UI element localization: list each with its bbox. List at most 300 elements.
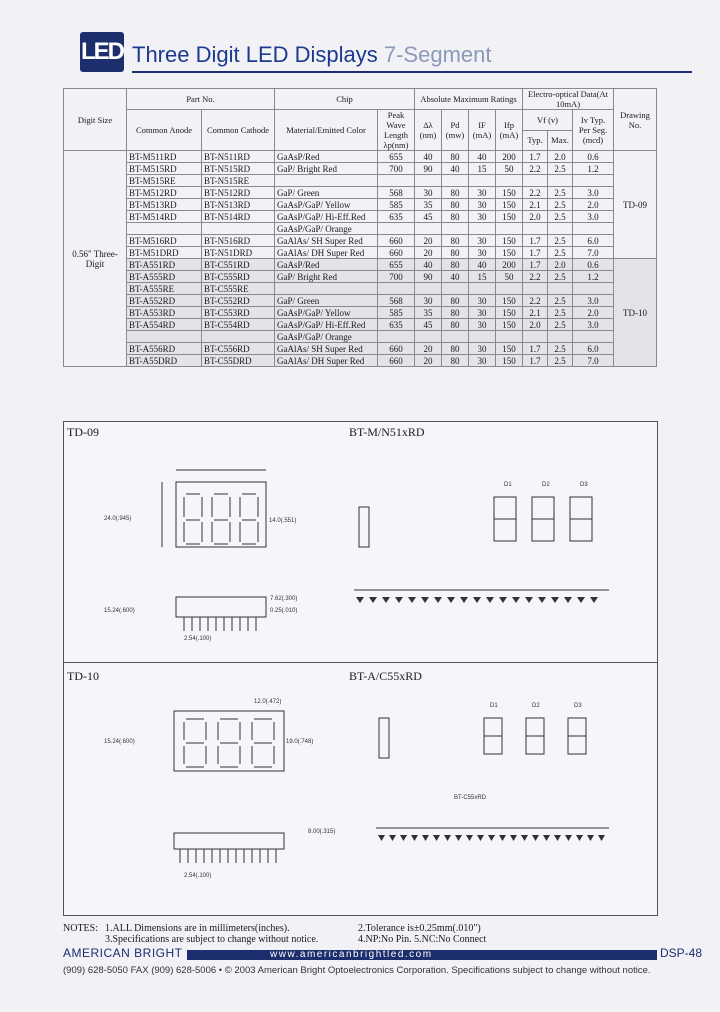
- cell-pd: 40: [442, 271, 469, 283]
- cell-cc: BT-N515RD: [202, 163, 275, 175]
- table-row: [64, 271, 657, 283]
- cell-typ: 1.7: [523, 235, 548, 247]
- table-row: [64, 343, 657, 355]
- cell-pd: 80: [442, 259, 469, 271]
- drawing-td09-part: BT-M/N51xRD: [349, 425, 425, 439]
- cell-ca: BT-M514RD: [127, 211, 202, 223]
- cell-dl: 45: [415, 211, 442, 223]
- cell-dl: 20: [415, 343, 442, 355]
- cell-dl: 40: [415, 151, 442, 163]
- td09-digit-3: D3: [580, 482, 588, 488]
- cell-max: 2.5: [548, 235, 573, 247]
- cell-mat: GaAlAs/ SH Super Red: [275, 343, 378, 355]
- table-row: [64, 211, 657, 223]
- cell-wl: 568: [378, 295, 415, 307]
- td10-side-outline: [379, 718, 389, 758]
- cell-if: 40: [469, 151, 496, 163]
- cell-cc: BT-N512RD: [202, 187, 275, 199]
- cell-if: [469, 175, 496, 187]
- cell-ifp: 150: [496, 295, 523, 307]
- cell-ifp: [496, 175, 523, 187]
- td10-front-digit-1: [184, 719, 206, 767]
- cell-ifp: 150: [496, 247, 523, 259]
- col-chip: Chip: [275, 89, 415, 110]
- cell-dl: 20: [415, 355, 442, 367]
- cell-iv: 0.6: [573, 151, 614, 163]
- col-digit-size: Digit Size: [64, 89, 127, 151]
- cell-ifp: 150: [496, 211, 523, 223]
- cell-wl: 700: [378, 271, 415, 283]
- table-row: [64, 295, 657, 307]
- td10-front-digit-3: [252, 719, 274, 767]
- cell-max: [548, 223, 573, 235]
- cell-typ: 2.2: [523, 271, 548, 283]
- cell-mat: GaAsP/GaP/ Orange: [275, 331, 378, 343]
- td10-dim-4: 2.54(.100): [184, 873, 212, 879]
- cell-dl: [415, 331, 442, 343]
- td10-subpart: BT-C55xRD: [454, 795, 487, 801]
- cell-iv: 6.0: [573, 235, 614, 247]
- cell-typ: 1.7: [523, 259, 548, 271]
- drawing-td09: [63, 421, 658, 663]
- header-rule: [132, 71, 692, 73]
- cell-ca: BT-M512RD: [127, 187, 202, 199]
- cell-typ: [523, 283, 548, 295]
- cell-typ: [523, 175, 548, 187]
- cell-iv: [573, 283, 614, 295]
- cell-cc: BT-N515RE: [202, 175, 275, 187]
- cell-cc: BT-C556RD: [202, 343, 275, 355]
- digit-size-cell: 0.56" Three-Digit: [64, 151, 127, 367]
- cell-mat: GaAlAs/ DH Super Red: [275, 247, 378, 259]
- cell-if: 30: [469, 343, 496, 355]
- cell-wl: 585: [378, 307, 415, 319]
- cell-mat: [275, 175, 378, 187]
- cell-pd: 80: [442, 307, 469, 319]
- cell-cc: [202, 223, 275, 235]
- cell-ca: [127, 223, 202, 235]
- cell-iv: 7.0: [573, 355, 614, 367]
- footer-url[interactable]: www.americanbrightled.com: [270, 949, 433, 960]
- cell-wl: 585: [378, 199, 415, 211]
- footer-copyright: (909) 628-5050 FAX (909) 628-5006 • © 2003 American Bright Optoelectronics Corporation. Specifications subject to change without notice.: [63, 965, 651, 976]
- cell-ca: BT-A553RD: [127, 307, 202, 319]
- cell-ca: BT-M513RD: [127, 199, 202, 211]
- note-3: 3.Specifications are subject to change without notice.: [105, 934, 319, 945]
- cell-ifp: 150: [496, 199, 523, 211]
- cell-ifp: 50: [496, 163, 523, 175]
- td10-dim-2: 15.24(.600): [104, 739, 135, 745]
- col-common-cathode: Common Cathode: [202, 110, 275, 151]
- cell-wl: 635: [378, 319, 415, 331]
- col-drawing: Drawing No.: [614, 89, 657, 151]
- cell-pd: 80: [442, 343, 469, 355]
- cell-mat: GaP/ Bright Red: [275, 271, 378, 283]
- cell-iv: 3.0: [573, 211, 614, 223]
- td10-front-digit-2: [218, 719, 240, 767]
- cell-wl: [378, 283, 415, 295]
- cell-typ: 2.0: [523, 319, 548, 331]
- td10-front-outline: [174, 711, 284, 771]
- cell-mat: GaAsP/GaP/ Hi-Eff.Red: [275, 211, 378, 223]
- cell-cc: BT-C555RE: [202, 283, 275, 295]
- cell-typ: 2.1: [523, 199, 548, 211]
- note-4: 4.NP:No Pin. 5.NC:No Connect: [358, 934, 487, 945]
- td09-bottom-outline: [176, 597, 266, 617]
- drawing-cell: TD-09: [614, 151, 657, 259]
- col-common-anode: Common Anode: [127, 110, 202, 151]
- cell-if: 40: [469, 259, 496, 271]
- cell-iv: 2.0: [573, 307, 614, 319]
- cell-pd: 80: [442, 151, 469, 163]
- spec-table: [63, 88, 657, 367]
- cell-if: 30: [469, 319, 496, 331]
- table-row: [64, 223, 657, 235]
- cell-dl: 90: [415, 271, 442, 283]
- td09-digit-1: D1: [504, 482, 512, 488]
- cell-typ: 1.7: [523, 343, 548, 355]
- table-row: [64, 319, 657, 331]
- cell-cc: BT-N511RD: [202, 151, 275, 163]
- cell-pd: 80: [442, 211, 469, 223]
- cell-ca: BT-A555RE: [127, 283, 202, 295]
- td10-digit-3: D3: [574, 703, 582, 709]
- cell-ifp: [496, 331, 523, 343]
- td09-dim-5: 2.54(.100): [184, 636, 212, 642]
- cell-dl: [415, 283, 442, 295]
- cell-if: 30: [469, 355, 496, 367]
- cell-dl: 20: [415, 235, 442, 247]
- cell-mat: GaAsP/GaP/ Orange: [275, 223, 378, 235]
- cell-wl: [378, 223, 415, 235]
- cell-ifp: 150: [496, 307, 523, 319]
- table-row: [64, 151, 657, 163]
- cell-ca: BT-A554RD: [127, 319, 202, 331]
- td09-front-digit-1: [184, 494, 202, 544]
- cell-typ: 2.1: [523, 307, 548, 319]
- td09-dim-3: 7.62(.300): [270, 596, 298, 602]
- cell-ca: BT-A556RD: [127, 343, 202, 355]
- cell-ifp: 150: [496, 319, 523, 331]
- cell-wl: [378, 331, 415, 343]
- td09-digit-2: D2: [542, 482, 550, 488]
- col-if: IF (mA): [469, 110, 496, 151]
- drawing-td10-part: BT-A/C55xRD: [349, 669, 422, 683]
- cell-typ: 1.7: [523, 247, 548, 259]
- cell-typ: 1.7: [523, 151, 548, 163]
- company-logo: LED: [80, 32, 124, 72]
- cell-iv: 7.0: [573, 247, 614, 259]
- cell-iv: 1.2: [573, 163, 614, 175]
- td10-schematic-digit-2: [526, 718, 544, 754]
- cell-ifp: 150: [496, 187, 523, 199]
- drawing-td10: [63, 662, 658, 916]
- cell-mat: GaP/ Green: [275, 295, 378, 307]
- cell-iv: 6.0: [573, 343, 614, 355]
- cell-wl: [378, 175, 415, 187]
- td10-diagram: [64, 663, 657, 915]
- cell-max: [548, 331, 573, 343]
- cell-mat: GaAsP/GaP/ Yellow: [275, 199, 378, 211]
- col-peak-wave: Peak Wave Length λp(nm): [378, 110, 415, 151]
- cell-mat: GaAsP/Red: [275, 151, 378, 163]
- cell-if: 30: [469, 307, 496, 319]
- cell-max: 2.5: [548, 247, 573, 259]
- col-vf: Vf (v): [523, 110, 573, 131]
- td10-bottom-pins: [180, 849, 276, 863]
- td09-front-outline: [176, 482, 266, 547]
- cell-ca: BT-M515RE: [127, 175, 202, 187]
- footer-brand: AMERICAN BRIGHT: [63, 946, 187, 960]
- cell-pd: 80: [442, 355, 469, 367]
- cell-iv: 1.2: [573, 271, 614, 283]
- table-row: [64, 187, 657, 199]
- cell-ca: BT-M511RD: [127, 151, 202, 163]
- note-1: 1.ALL Dimensions are in millimeters(inches).: [105, 923, 290, 934]
- cell-max: 2.5: [548, 355, 573, 367]
- cell-max: 2.5: [548, 211, 573, 223]
- td10-schematic-digit-1: [484, 718, 502, 754]
- page-subtitle: 7-Segment: [383, 42, 492, 67]
- cell-ifp: 150: [496, 235, 523, 247]
- cell-if: [469, 223, 496, 235]
- cell-pd: 80: [442, 295, 469, 307]
- notes-label: NOTES:: [63, 923, 98, 934]
- cell-dl: 35: [415, 307, 442, 319]
- col-iv: Iv Typ. Per Seg. (mcd): [573, 110, 614, 151]
- drawing-cell: TD-10: [614, 259, 657, 367]
- cell-max: 2.5: [548, 319, 573, 331]
- cell-pd: 80: [442, 247, 469, 259]
- cell-pd: 80: [442, 319, 469, 331]
- cell-wl: 635: [378, 211, 415, 223]
- td09-front-digit-3: [240, 494, 258, 544]
- cell-max: 2.5: [548, 199, 573, 211]
- cell-max: 2.5: [548, 307, 573, 319]
- cell-ifp: [496, 283, 523, 295]
- td10-dim-3: 8.00(.315): [308, 829, 336, 835]
- col-electro: Electro-optical Data(At 10mA): [523, 89, 614, 110]
- td09-front-digit-2: [212, 494, 230, 544]
- td09-diode-row: [356, 597, 598, 603]
- td09-dim-1: 14.0(.551): [269, 518, 297, 524]
- cell-dl: [415, 223, 442, 235]
- td09-schematic-digit-2: [532, 497, 554, 541]
- cell-max: [548, 175, 573, 187]
- cell-cc: BT-N516RD: [202, 235, 275, 247]
- cell-wl: 568: [378, 187, 415, 199]
- cell-pd: [442, 331, 469, 343]
- cell-iv: [573, 223, 614, 235]
- col-material: Material/Emitted Color: [275, 110, 378, 151]
- cell-cc: BT-C554RD: [202, 319, 275, 331]
- cell-max: 2.5: [548, 295, 573, 307]
- cell-ca: BT-A552RD: [127, 295, 202, 307]
- page-header: [80, 32, 680, 82]
- cell-cc: BT-C555RD: [202, 271, 275, 283]
- cell-if: 15: [469, 163, 496, 175]
- cell-ifp: 50: [496, 271, 523, 283]
- table-row: [64, 259, 657, 271]
- td09-dim-0: 24.0(.945): [104, 516, 132, 522]
- cell-ifp: 200: [496, 151, 523, 163]
- cell-cc: [202, 331, 275, 343]
- cell-max: 2.0: [548, 259, 573, 271]
- cell-typ: 2.0: [523, 211, 548, 223]
- cell-mat: [275, 283, 378, 295]
- cell-max: 2.0: [548, 151, 573, 163]
- cell-cc: BT-N513RD: [202, 199, 275, 211]
- cell-max: 2.5: [548, 187, 573, 199]
- table-row: [64, 163, 657, 175]
- cell-wl: 660: [378, 247, 415, 259]
- cell-pd: [442, 283, 469, 295]
- td10-schematic-digit-3: [568, 718, 586, 754]
- cell-ca: BT-A551RD: [127, 259, 202, 271]
- cell-mat: GaAsP/GaP/ Yellow: [275, 307, 378, 319]
- cell-iv: 3.0: [573, 295, 614, 307]
- cell-iv: 0.6: [573, 259, 614, 271]
- cell-iv: 2.0: [573, 199, 614, 211]
- cell-iv: 3.0: [573, 187, 614, 199]
- cell-typ: 1.7: [523, 355, 548, 367]
- cell-mat: GaAlAs/ DH Super Red: [275, 355, 378, 367]
- note-2: 2.Tolerance is±0.25mm(.010"): [358, 923, 481, 934]
- cell-max: 2.5: [548, 271, 573, 283]
- cell-pd: 80: [442, 199, 469, 211]
- cell-dl: 30: [415, 295, 442, 307]
- cell-pd: 80: [442, 235, 469, 247]
- cell-pd: [442, 175, 469, 187]
- cell-wl: 655: [378, 259, 415, 271]
- cell-max: [548, 283, 573, 295]
- cell-wl: 655: [378, 151, 415, 163]
- cell-ca: [127, 331, 202, 343]
- td10-dim-1: 19.0(.748): [286, 739, 314, 745]
- cell-wl: 660: [378, 343, 415, 355]
- cell-pd: 80: [442, 187, 469, 199]
- cell-iv: 3.0: [573, 319, 614, 331]
- table-row: [64, 247, 657, 259]
- cell-mat: GaP/ Bright Red: [275, 163, 378, 175]
- cell-if: 30: [469, 187, 496, 199]
- td09-diagram: [64, 422, 657, 662]
- col-part-no: Part No.: [127, 89, 275, 110]
- cell-wl: 660: [378, 355, 415, 367]
- page-title: Three Digit LED Displays 7-Segment: [132, 42, 492, 67]
- col-typ: Typ.: [523, 130, 548, 151]
- td10-digit-2: D2: [532, 703, 540, 709]
- td09-dim-4: 0.25(.010): [270, 608, 298, 614]
- cell-ca: BT-M51DRD: [127, 247, 202, 259]
- cell-typ: 2.2: [523, 295, 548, 307]
- cell-ca: BT-A55DRD: [127, 355, 202, 367]
- col-abs-max: Absolute Maximum Ratings: [415, 89, 523, 110]
- cell-cc: BT-N514RD: [202, 211, 275, 223]
- cell-if: [469, 331, 496, 343]
- cell-if: 15: [469, 271, 496, 283]
- cell-mat: GaAsP/GaP/ Hi-Eff.Red: [275, 319, 378, 331]
- table-row: [64, 355, 657, 367]
- cell-iv: [573, 331, 614, 343]
- cell-max: 2.5: [548, 163, 573, 175]
- cell-max: 2.5: [548, 343, 573, 355]
- table-row: [64, 331, 657, 343]
- cell-dl: 35: [415, 199, 442, 211]
- td09-bottom-pins: [184, 617, 256, 631]
- cell-wl: 660: [378, 235, 415, 247]
- spec-table-body: [64, 151, 657, 367]
- cell-dl: [415, 175, 442, 187]
- table-row: [64, 307, 657, 319]
- cell-if: 30: [469, 247, 496, 259]
- td09-dim-2: 15.24(.600): [104, 608, 135, 614]
- cell-cc: BT-C552RD: [202, 295, 275, 307]
- cell-mat: GaAlAs/ SH Super Red: [275, 235, 378, 247]
- cell-if: 30: [469, 199, 496, 211]
- cell-pd: 40: [442, 163, 469, 175]
- cell-ifp: 200: [496, 259, 523, 271]
- cell-cc: BT-C55DRD: [202, 355, 275, 367]
- cell-ca: BT-M516RD: [127, 235, 202, 247]
- td10-diode-row: [378, 835, 605, 841]
- page-number: DSP-48: [660, 946, 703, 960]
- cell-typ: [523, 331, 548, 343]
- cell-dl: 20: [415, 247, 442, 259]
- table-row: [64, 283, 657, 295]
- cell-dl: 45: [415, 319, 442, 331]
- cell-mat: GaP/ Green: [275, 187, 378, 199]
- cell-ca: BT-A555RD: [127, 271, 202, 283]
- td10-bottom-outline: [174, 833, 284, 849]
- cell-ca: BT-M515RD: [127, 163, 202, 175]
- col-max: Max.: [548, 130, 573, 151]
- td09-side-outline: [359, 507, 369, 547]
- td10-digit-1: D1: [490, 703, 498, 709]
- cell-if: [469, 283, 496, 295]
- col-dl: Δλ (nm): [415, 110, 442, 151]
- col-pd: Pd (mw): [442, 110, 469, 151]
- cell-ifp: [496, 223, 523, 235]
- cell-iv: [573, 175, 614, 187]
- td10-dim-0: 12.0(.472): [254, 699, 282, 705]
- cell-cc: BT-N51DRD: [202, 247, 275, 259]
- drawing-td10-label: TD-10: [67, 669, 99, 683]
- table-row: [64, 235, 657, 247]
- cell-if: 30: [469, 295, 496, 307]
- cell-ifp: 150: [496, 355, 523, 367]
- cell-dl: 90: [415, 163, 442, 175]
- table-row: [64, 175, 657, 187]
- cell-dl: 40: [415, 259, 442, 271]
- cell-typ: 2.2: [523, 187, 548, 199]
- cell-cc: BT-C553RD: [202, 307, 275, 319]
- cell-ifp: 150: [496, 343, 523, 355]
- col-ifp: Ifp (mA): [496, 110, 523, 151]
- cell-if: 30: [469, 211, 496, 223]
- cell-pd: [442, 223, 469, 235]
- cell-if: 30: [469, 235, 496, 247]
- cell-typ: 2.2: [523, 163, 548, 175]
- cell-typ: [523, 223, 548, 235]
- cell-wl: 700: [378, 163, 415, 175]
- cell-dl: 30: [415, 187, 442, 199]
- td09-schematic-digit-1: [494, 497, 516, 541]
- cell-cc: BT-C551RD: [202, 259, 275, 271]
- td09-schematic-digit-3: [570, 497, 592, 541]
- drawing-td09-label: TD-09: [67, 425, 99, 439]
- table-row: [64, 199, 657, 211]
